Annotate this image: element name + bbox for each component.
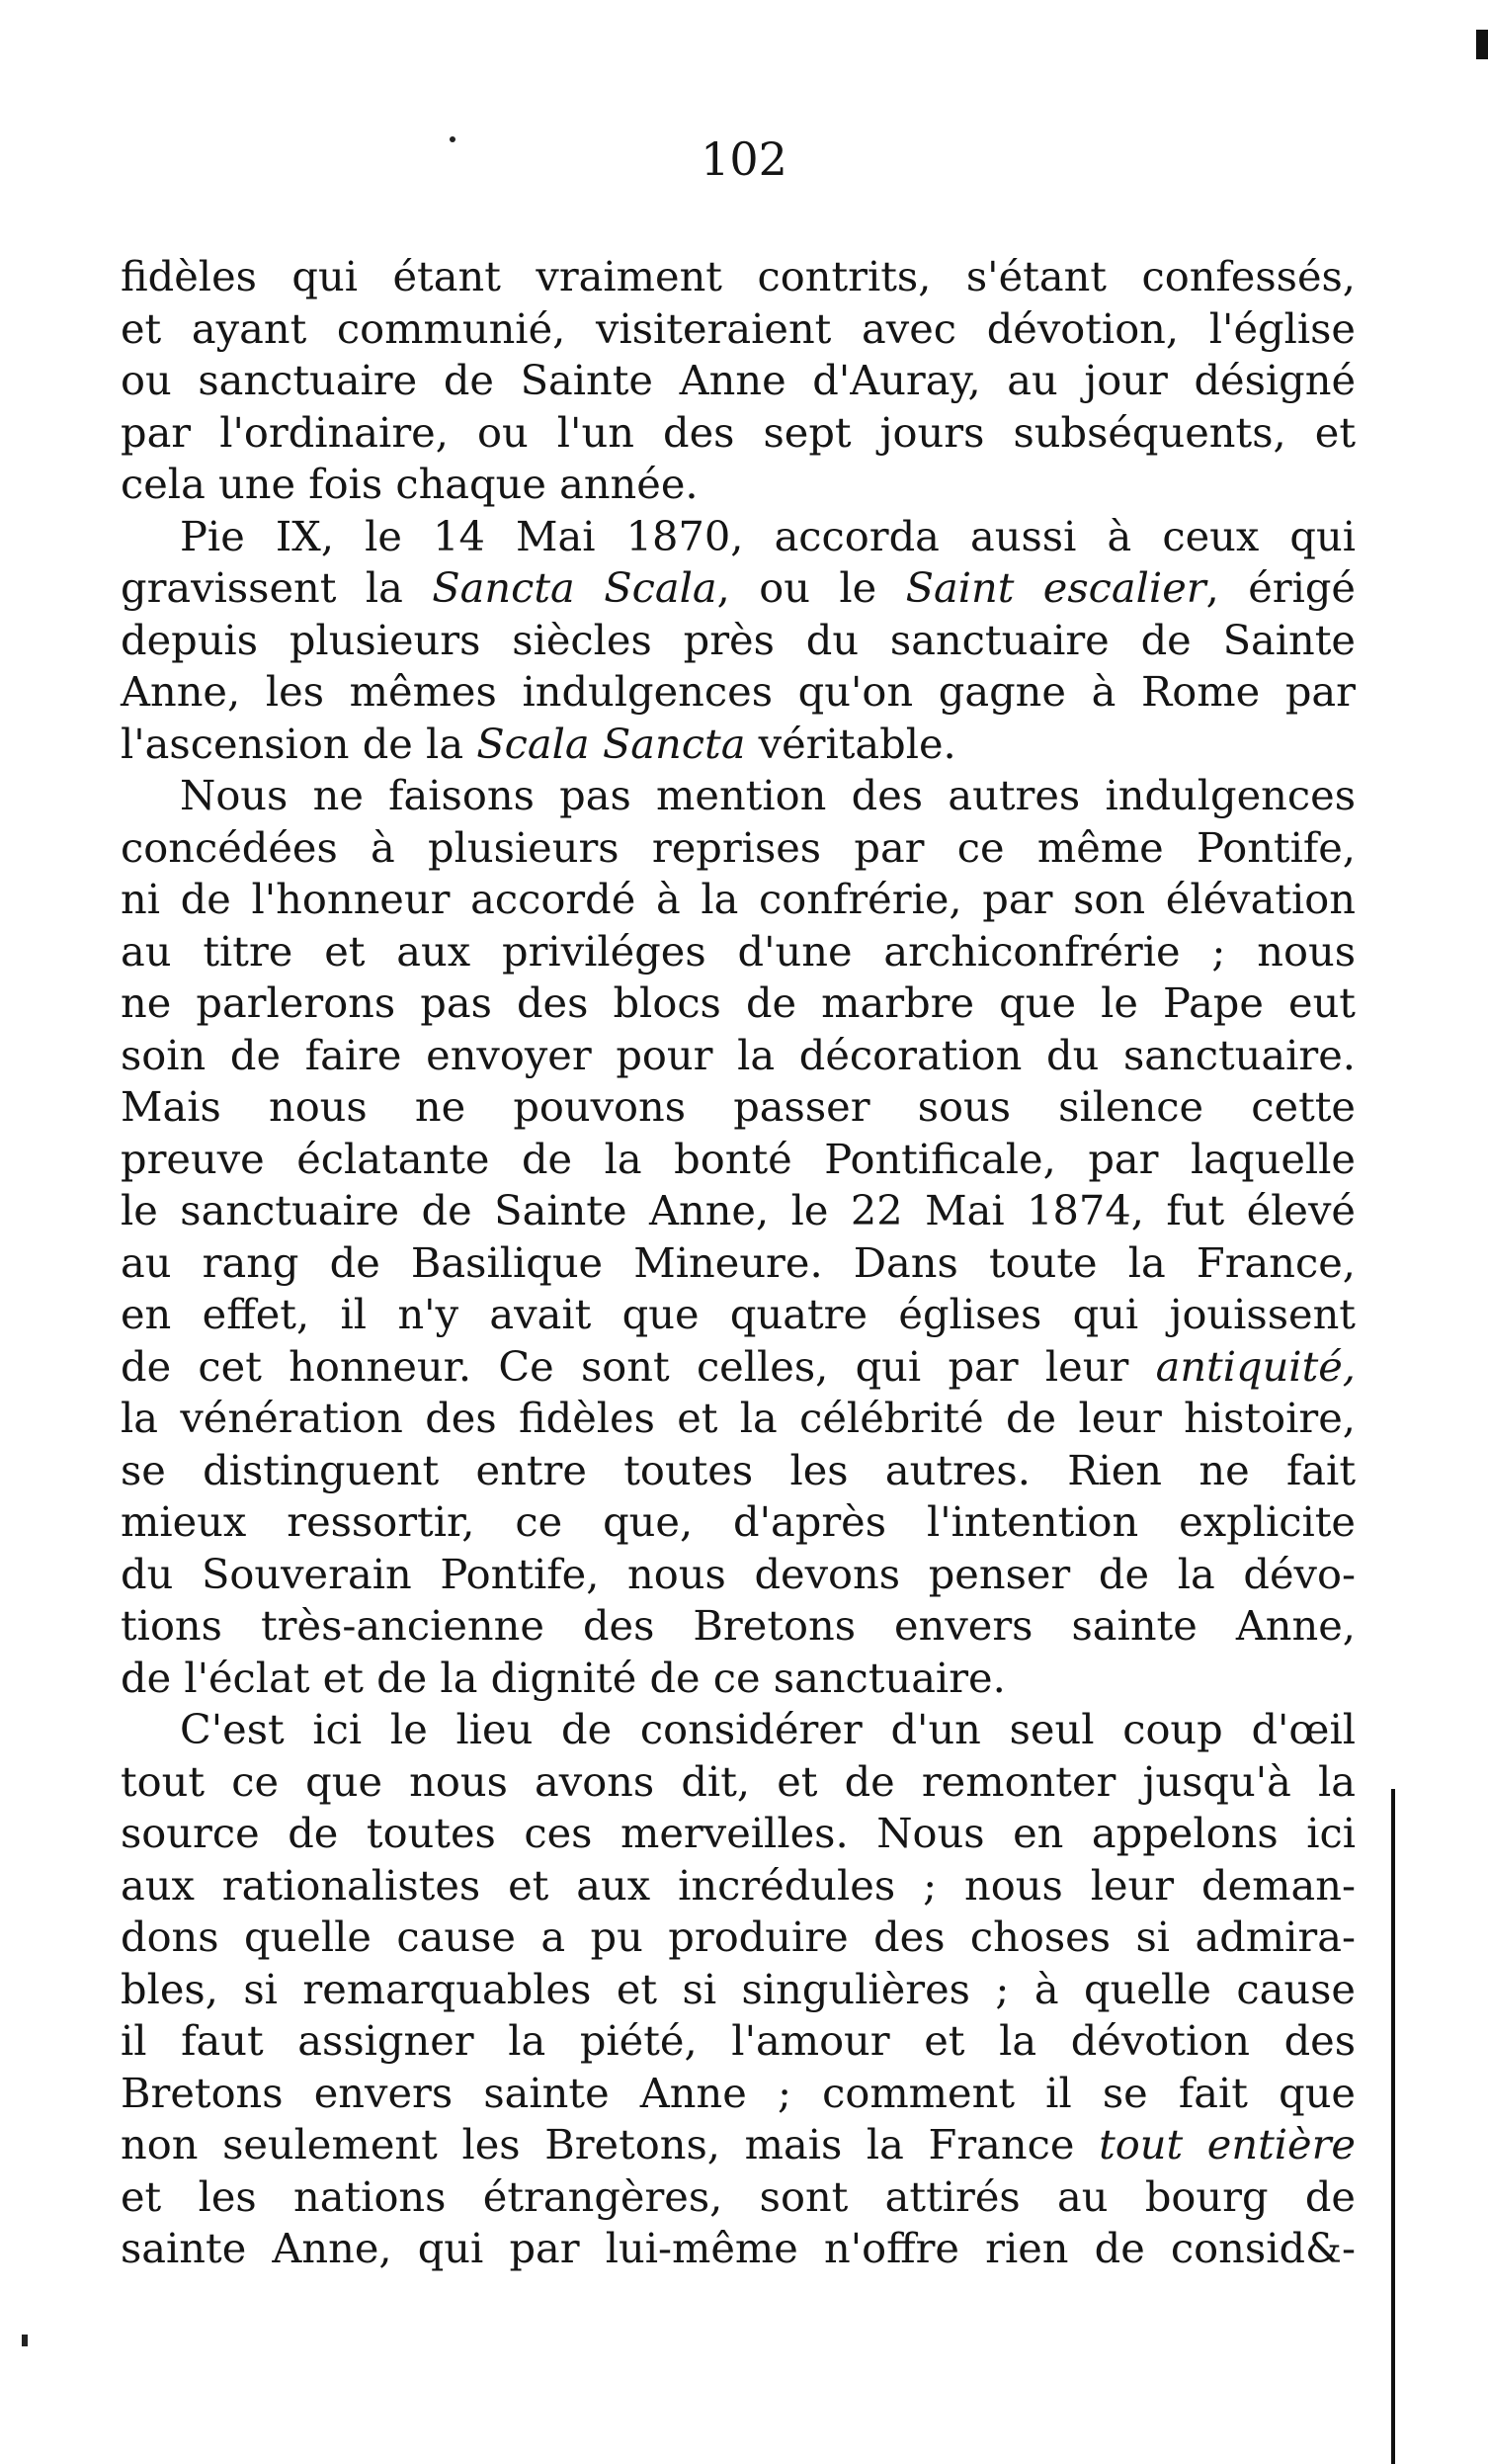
- scan-corner-mark: [1476, 30, 1488, 59]
- text-line: ou sanctuaire de Sainte Anne d'Auray, au jour désigné: [121, 356, 1356, 404]
- body-text: [121, 251, 1356, 2275]
- text-line: aux rationalistes et aux incrédules ; nous leur deman-: [121, 1860, 1356, 1910]
- italic-term: Scala Sancta: [476, 719, 746, 768]
- text-line: sainte Anne, qui par lui-même n'offre rien de consid&-: [121, 2224, 1356, 2272]
- text-line: de l'éclat et de la dignité de ce sanctuaire.: [121, 1653, 1006, 1702]
- text-line: et ayant communié, visiteraient avec dévotion, l'église: [121, 303, 1356, 353]
- text-line: par l'ordinaire, ou l'un des sept jours subséquents, et: [121, 407, 1356, 457]
- text-line: tout ce que nous avons dit, et de remonter jusqu'à la: [121, 1756, 1356, 1806]
- text-line: du Souverain Pontife, nous devons penser de la dévo-: [121, 1549, 1356, 1598]
- text-line: Anne, les mêmes indulgences qu'on gagne à Rome par: [121, 667, 1356, 716]
- italic-term: Sancta Scala: [432, 563, 717, 612]
- text-line: Bretons envers sainte Anne ; comment il se fait que: [121, 2068, 1356, 2117]
- paragraph-2: [121, 511, 1356, 771]
- text-line: le sanctuaire de Sainte Anne, le 22 Mai 1874, fut élevé: [121, 1186, 1356, 1234]
- text-line: dons quelle cause a pu produire des choses si admira-: [121, 1912, 1356, 1961]
- text-line: Pie IX, le 14 Mai 1870, accorda aussi à ceux qui: [180, 511, 1356, 560]
- page-number: 102: [701, 132, 787, 186]
- text-line: depuis plusieurs siècles près du sanctuaire de Sainte: [121, 615, 1356, 664]
- text-line: Nous ne faisons pas mention des autres indulgences: [180, 771, 1356, 819]
- italic-term: antiquité,: [1155, 1341, 1356, 1391]
- text-line-mixed: [121, 1341, 1356, 1394]
- text-run: , érigé: [1205, 563, 1356, 612]
- page-edge-rule: [1391, 1789, 1395, 2464]
- text-line: ni de l'honneur accordé à la confrérie, par son élévation: [121, 875, 1356, 923]
- margin-mark: [22, 2335, 28, 2346]
- text-line: ne parlerons pas des blocs de marbre que le Pape eut: [121, 978, 1356, 1027]
- paragraph-1: [121, 251, 1356, 511]
- text-run: non seulement les Bretons, mais la France: [121, 2120, 1100, 2168]
- text-line: en effet, il n'y avait que quatre églises qui jouissent: [121, 1290, 1356, 1338]
- text-line: il faut assigner la piété, l'amour et la dévotion des: [121, 2016, 1356, 2065]
- text-line-mixed: [121, 719, 1356, 771]
- text-line: tions très-ancienne des Bretons envers sainte Anne,: [121, 1601, 1356, 1650]
- italic-term: tout entière: [1099, 2120, 1356, 2168]
- text-line-mixed: [121, 562, 1356, 615]
- text-run: , ou le: [716, 563, 906, 612]
- text-line: source de toutes ces merveilles. Nous en appelons ici: [121, 1809, 1356, 1857]
- italic-term: Saint escalier: [905, 563, 1206, 612]
- paragraph-3: [121, 770, 1356, 1704]
- text-line-mixed: [121, 2119, 1356, 2171]
- text-run: véritable.: [745, 719, 956, 768]
- text-line: Mais nous ne pouvons passer sous silence cette: [121, 1082, 1356, 1131]
- text-line: au rang de Basilique Mineure. Dans toute la France,: [121, 1237, 1356, 1287]
- text-line: la vénération des fidèles et la célébrité de leur histoire,: [121, 1394, 1356, 1442]
- text-run: l'ascension de la: [121, 719, 477, 768]
- text-line: au titre et aux priviléges d'une archiconfrérie ; nous: [121, 926, 1356, 976]
- text-line: cela une fois chaque année.: [121, 460, 699, 508]
- paragraph-4: [121, 1704, 1356, 2275]
- text-line: preuve éclatante de la bonté Pontificale, par laquelle: [121, 1134, 1356, 1183]
- text-line: mieux ressortir, ce que, d'après l'intention explicite: [121, 1497, 1356, 1546]
- text-run: gravissent la: [121, 563, 433, 612]
- text-line: se distinguent entre toutes les autres. Rien ne fait: [121, 1445, 1356, 1494]
- text-line: C'est ici le lieu de considérer d'un seul coup d'œil: [180, 1705, 1356, 1753]
- text-line: bles, si remarquables et si singulières ; à quelle cause: [121, 1964, 1356, 2013]
- text-line: soin de faire envoyer pour la décoration du sanctuaire.: [121, 1030, 1356, 1079]
- text-line: fidèles qui étant vraiment contrits, s'étant confessés,: [121, 252, 1356, 300]
- text-line: et les nations étrangères, sont attirés au bourg de: [121, 2171, 1356, 2221]
- text-line: concédées à plusieurs reprises par ce même Pontife,: [121, 822, 1356, 872]
- text-run: de cet honneur. Ce sont celles, qui par leur: [121, 1341, 1156, 1391]
